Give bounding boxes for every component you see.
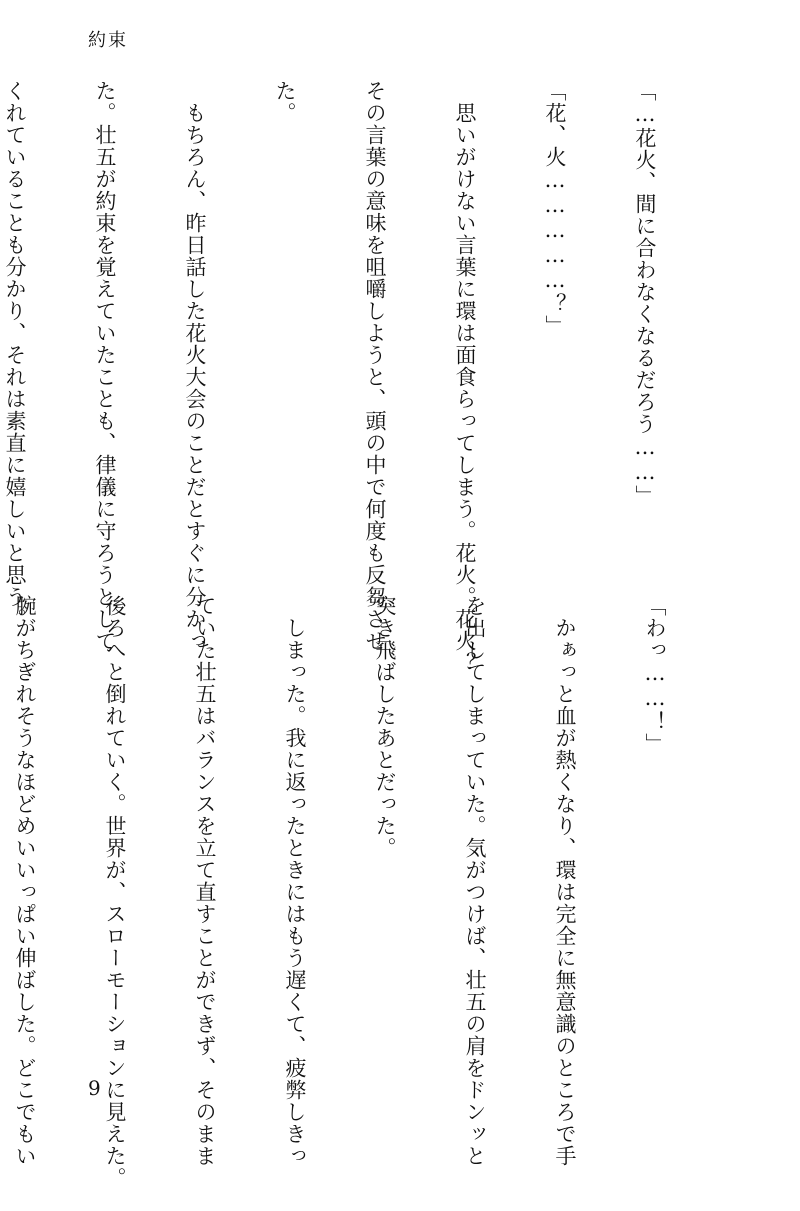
text-column: くれていることも分かり、それは素直に嬉しいと思う。 — [3, 80, 27, 630]
text-column: 腕がちぎれそうなほどめいいっぱい伸ばした。どこでもい — [13, 595, 37, 1167]
text-block-bottom — [0, 595, 730, 1189]
text-column: 「…花火、間に合わなくなるだろう……」 — [633, 80, 657, 507]
text-column: 後ろへと倒れていく。世界が、スローモーションに見えた。 — [103, 595, 127, 1189]
text-column: 「花、火……………？」 — [543, 80, 567, 337]
text-column: を出してしまっていた。気がつけば、壮五の肩をドンッと — [463, 595, 487, 1167]
text-column: もちろん、昨日話した花火大会のことだとすぐに分かっ — [183, 80, 207, 652]
text-column: 突き飛ばしたあとだった。 — [373, 595, 397, 859]
text-column: ていた壮五はバランスを立て直すことができず、そのまま — [193, 595, 217, 1167]
text-column: 「わっ……！」 — [643, 595, 667, 755]
text-column: た。 — [273, 80, 297, 124]
running-header: 約束 — [88, 30, 128, 51]
text-column: 思いがけない言葉に環は面食らってしまう。花火。花火？ — [453, 80, 477, 674]
text-column: かぁっと血が熱くなり、環は完全に無意識のところで手 — [553, 595, 577, 1167]
text-column: その言葉の意味を咀嚼しようと、頭の中で何度も反芻させ — [363, 80, 387, 652]
text-column: しまった。我に返ったときにはもう遅くて、疲弊しきっ — [283, 595, 307, 1167]
page-number: 9 — [88, 1076, 101, 1100]
text-column: た。壮五が約束を覚えていたことも、律儀に守ろうとして — [93, 80, 117, 652]
text-block-top — [0, 80, 720, 674]
